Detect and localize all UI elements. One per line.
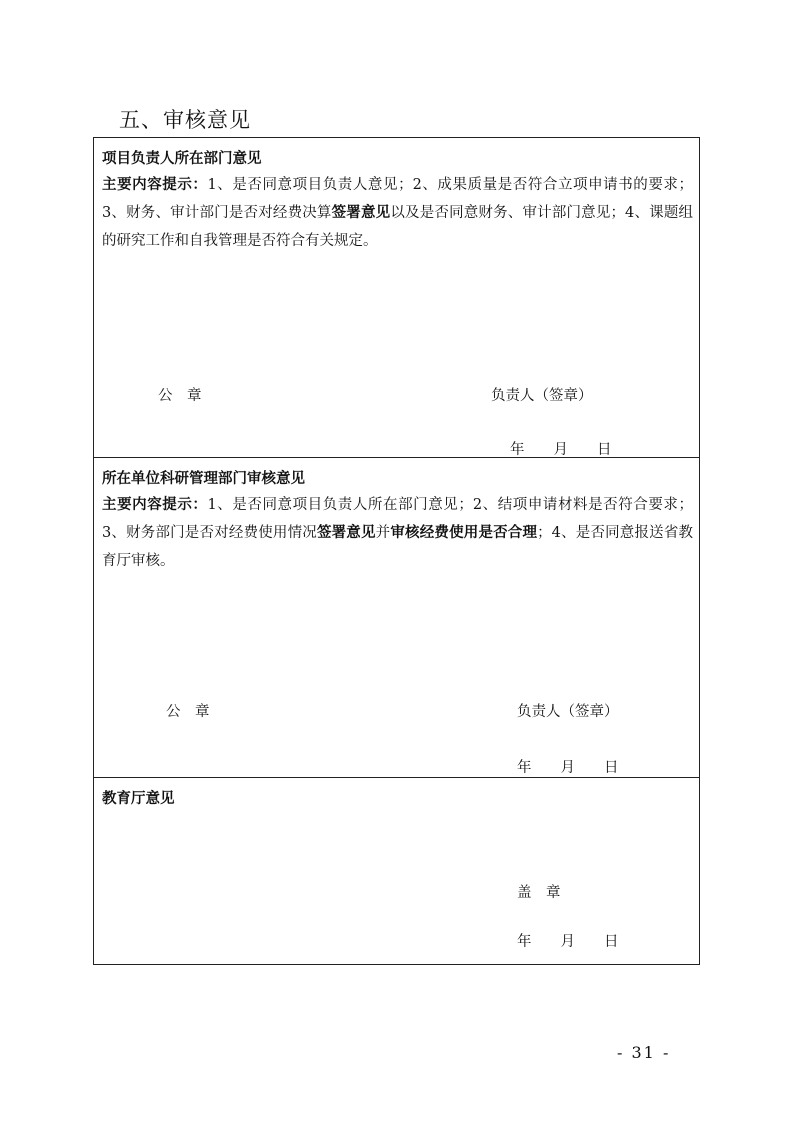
review-opinion-form: [93, 137, 700, 965]
hint-label: 主要内容提示：: [102, 497, 208, 513]
hint-emphasis: 签署意见: [331, 205, 391, 221]
department-opinion-section: [94, 138, 699, 458]
hint-emphasis: 审核经费使用是否合理: [390, 525, 538, 541]
date-label: 年 月 日: [510, 442, 612, 458]
research-management-opinion-section: [94, 458, 699, 778]
section-title: 项目负责人所在部门意见: [102, 151, 262, 167]
hint-text: [102, 171, 693, 255]
hint-label: 主要内容提示：: [102, 177, 208, 193]
hint-segment: 1、是否同意项目负责人意见；2、成果质量是否符合立项申请书的要求；3、财务、审计部门是否对经费决算: [102, 177, 693, 221]
page-heading: 五、审核意见: [119, 108, 251, 132]
date-label: 年 月 日: [517, 760, 619, 776]
official-seal-label: 公 章: [166, 704, 210, 720]
section-title: 教育厅意见: [102, 791, 175, 807]
education-department-opinion-section: [94, 778, 699, 964]
hint-segment: 并: [375, 525, 391, 541]
stamp-label: 盖 章: [517, 885, 561, 901]
section-title: 所在单位科研管理部门审核意见: [102, 471, 305, 487]
hint-text: [102, 491, 693, 575]
hint-emphasis: 签署意见: [316, 525, 376, 541]
date-label: 年 月 日: [517, 934, 619, 950]
signer-label: 负责人（签章）: [491, 388, 593, 404]
signer-label: 负责人（签章）: [517, 704, 619, 720]
official-seal-label: 公 章: [158, 388, 202, 404]
page-number: - 31 -: [617, 1043, 671, 1062]
hint-segment: 以及是否同意财务、审计部门意见；4、课题组的研究工作和自我管理是否符合有关规定。: [102, 205, 693, 249]
hint-segment: ；4、是否同意报送省教育厅审核。: [102, 525, 694, 569]
hint-segment: 1、是否同意项目负责人所在部门意见；2、结项申请材料是否符合要求；3、财务部门是否对经费使用情况: [102, 497, 693, 541]
